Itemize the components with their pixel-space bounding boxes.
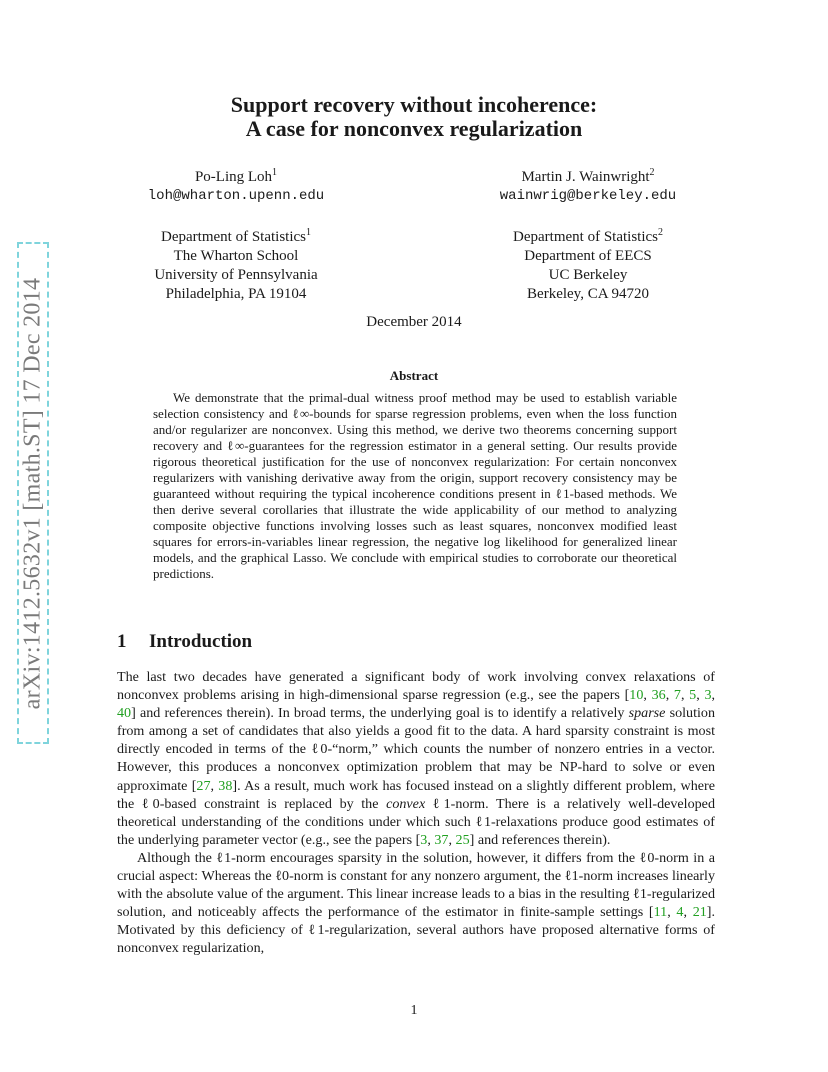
section-heading (117, 631, 252, 653)
section-number: 1 (117, 631, 127, 652)
title-line-2: A case for nonconvex regularization (245, 116, 583, 141)
citation-link[interactable]: 3 (420, 831, 428, 848)
citation-link[interactable]: 36 (651, 687, 666, 704)
author-email[interactable]: wainwrig@berkeley.edu (499, 188, 677, 204)
emphasis: sparse (628, 705, 666, 722)
arxiv-identifier-text: arXiv:1412.5632v1 [math.ST] 17 Dec 2014 (19, 277, 46, 709)
citation-link[interactable]: 11 (653, 904, 668, 921)
citation-link[interactable]: 7 (673, 687, 681, 704)
citation-link[interactable]: 5 (689, 687, 697, 704)
author-affiliation: University of Pennsylvania (154, 267, 318, 283)
author-block-wainwright (458, 163, 718, 304)
paper-date: December 2014 (366, 314, 462, 330)
citation-link[interactable]: 37 (434, 831, 449, 848)
citation-link[interactable]: 4 (676, 904, 684, 921)
author-address: Berkeley, CA 94720 (527, 286, 649, 302)
author-affiliation: Department of EECS (524, 248, 652, 264)
author-email[interactable]: loh@wharton.upenn.edu (147, 188, 325, 204)
citation-link[interactable]: 38 (218, 777, 233, 794)
emphasis: convex (386, 795, 426, 812)
abstract-text: We demonstrate that the primal-dual witness proof method may be used to establish variable selection consistency and ℓ∞-bounds for sparse regression problems, even when the loss function and/or regularizer are nonconvex. Using this method, we derive two theorems concerning support recovery and ℓ∞-guarantees for the regression estimator in a general setting. Our results provide rigorous theoretical justification for the use of nonconvex regularization: For certain nonconvex regularizers with vanishing derivative away from the origin, support recovery consistency may be guaranteed without requiring the typical incoherence conditions present in ℓ1-based methods. We then derive several corollaries that illustrate the wide applicability of our method to analyzing composite objective functions involving losses such as least squares, nonconvex modified least squares for errors-in-variables linear regression, the negative log likelihood for generalized linear models, and the graphical Lasso. We conclude with empirical studies to corroborate our theoretical predictions. (153, 390, 677, 581)
paper-title (0, 93, 828, 141)
citation-link[interactable]: 27 (196, 777, 211, 794)
paragraph: The last two decades have generated a significant body of work involving convex relaxations of nonconvex problems arising in high-dimensional sparse regression (e.g., see the papers [10, 36, 7, 5, 3, 40] and references therein). In broad terms, the underlying goal is to identify a relatively sparse solution from among a set of candidates that also yields a good fit to the data. A hard sparsity constraint is most directly encoded in terms of the ℓ0-“norm,” which counts the number of nonzero entries in a vector. However, this produces a nonconvex optimization problem that may be NP-hard to solve or even approximate [27, 38]. As a result, much work has focused instead on a slightly different problem, where the ℓ0-based constraint is replaced by the convex ℓ1-norm. There is a relatively well-developed theoretical understanding of the conditions under which such ℓ1-relaxations produce good estimates of the underlying parameter vector (e.g., see the papers [3, 37, 25] and references therein). (117, 669, 716, 848)
page-number: 1 (410, 1003, 418, 1018)
author-address: Philadelphia, PA 19104 (165, 286, 307, 302)
paragraph: Although the ℓ1-norm encourages sparsity in the solution, however, it differs from the ℓ0-norm in a crucial aspect: Whereas the ℓ0-norm is constant for any nonzero argument, the ℓ1-norm increases linearly with the absolute value of the argument. This linear increase leads to a bias in the resulting ℓ1-regularized solution, and noticeably affects the performance of the estimator in finite-sample settings [11, 4, 21]. Motivated by this deficiency of ℓ1-regularization, several authors have proposed alternative forms of nonconvex regularization, (117, 849, 716, 957)
author-department: Department of Statistics$^2$ (513, 227, 663, 245)
citation-link[interactable]: 10 (629, 687, 644, 704)
citation-link[interactable]: 3 (704, 687, 712, 704)
author-name: Po-Ling Loh$^1$ (194, 167, 278, 185)
author-block-loh (106, 163, 366, 304)
citation-link[interactable]: 25 (455, 831, 470, 848)
body-text (117, 668, 715, 958)
abstract-heading: Abstract (389, 368, 439, 383)
citation-link[interactable]: 40 (117, 705, 132, 722)
author-department: Department of Statistics$^1$ (161, 227, 311, 245)
section-title: Introduction (149, 631, 253, 652)
author-affiliation: The Wharton School (173, 248, 299, 264)
title-line-1: Support recovery without incoherence: (230, 92, 598, 117)
author-name: Martin J. Wainwright$^2$ (521, 167, 655, 185)
author-affiliation: UC Berkeley (548, 267, 628, 283)
citation-link[interactable]: 21 (692, 904, 707, 921)
